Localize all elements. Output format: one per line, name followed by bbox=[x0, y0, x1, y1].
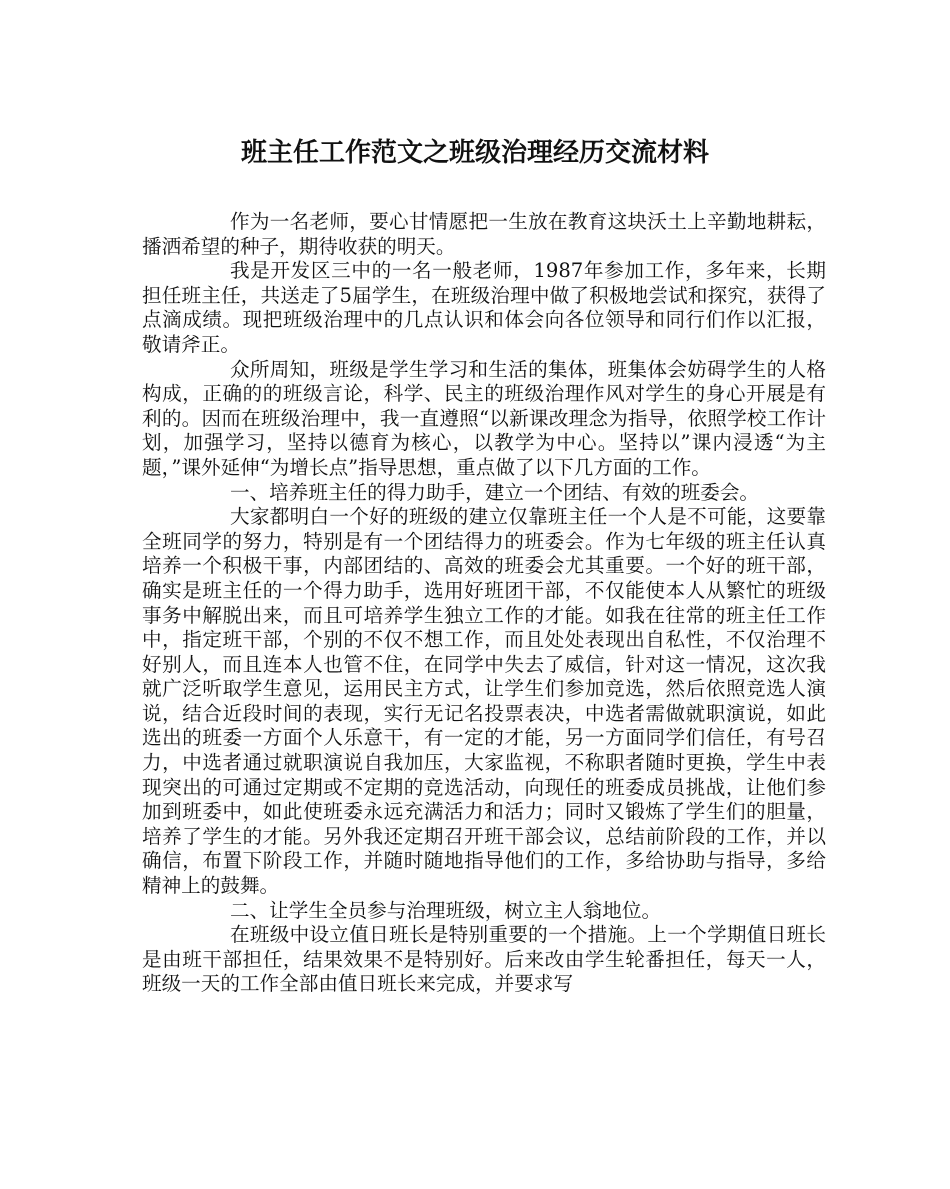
paragraph: 众所周知，班级是学生学习和生活的集体，班集体会妨碍学生的人格构成，正确的的班级言论，科学、民主的班级治理作风对学生的身心开展是有利的。因而在班级治理中，我一直遵照“以新课改理念为指导，依照学校工作计划，加强学习，坚持以德育为核心，以教学为中心。坚持以”课内浸透“为主题，”课外延伸“为增长点”指导思想，重点做了以下几方面的工作。 bbox=[142, 357, 826, 479]
paragraph: 作为一名老师，要心甘情愿把一生放在教育这块沃土上辛勤地耕耘，播洒希望的种子，期待收获的明天。 bbox=[142, 210, 826, 258]
paragraph: 大家都明白一个好的班级的建立仅靠班主任一个人是不可能，这要靠全班同学的努力，特别是有一个团结得力的班委会。作为七年级的班主任认真培养一个积极干事，内部团结的、高效的班委会尤其重要。一个好的班干部，确实是班主任的一个得力助手，选用好班团干部，不仅能使本人从繁忙的班级事务中解脱出来，而且可培养学生独立工作的才能。如我在往常的班主任工作中，指定班干部，个别的不仅不想工作，而且处处表现出自私性，不仅治理不好别人，而且连本人也管不住，在同学中失去了威信，针对这一情况，这次我就广泛听取学生意见，运用民主方式，让学生们参加竞选，然后依照竞选人演说，结合近段时间的表现，实行无记名投票表决，中选者需做就职演说，如此选出的班委一方面个人乐意干，有一定的才能，另一方面同学们信任，有号召力，中选者通过就职演说自我加压，大家监视，不称职者随时更换，学生中表现突出的可通过定期或不定期的竞选活动，向现任的班委成员挑战，让他们参加到班委中，如此使班委永远充满活力和活力；同时又锻炼了学生们的胆量，培养了学生的才能。另外我还定期召开班干部会议，总结前阶段的工作，并以确信，布置下阶段工作，并随时随地指导他们的工作，多给协助与指导，多给精神上的鼓舞。 bbox=[142, 505, 826, 898]
paragraph: 在班级中设立值日班长是特别重要的一个措施。上一个学期值日班长是由班干部担任，结果效果不是特别好。后来改由学生轮番担任，每天一人，班级一天的工作全部由值日班长来完成，并要求写 bbox=[142, 923, 826, 996]
document-title: 班主任工作范文之班级治理经历交流材料 bbox=[240, 138, 709, 168]
paragraph: 我是开发区三中的一名一般老师，1987年参加工作，多年来，长期担任班主任，共送走了5届学生，在班级治理中做了积极地尝试和探究，获得了点滴成绩。现把班级治理中的几点认识和体会向各位领导和同行们作以汇报，敬请斧正。 bbox=[142, 259, 826, 356]
section-heading: 一、培养班主任的得力助手，建立一个团结、有效的班委会。 bbox=[230, 480, 760, 504]
section-heading: 二、让学生全员参与治理班级，树立主人翁地位。 bbox=[230, 898, 662, 922]
document-body bbox=[142, 210, 826, 997]
